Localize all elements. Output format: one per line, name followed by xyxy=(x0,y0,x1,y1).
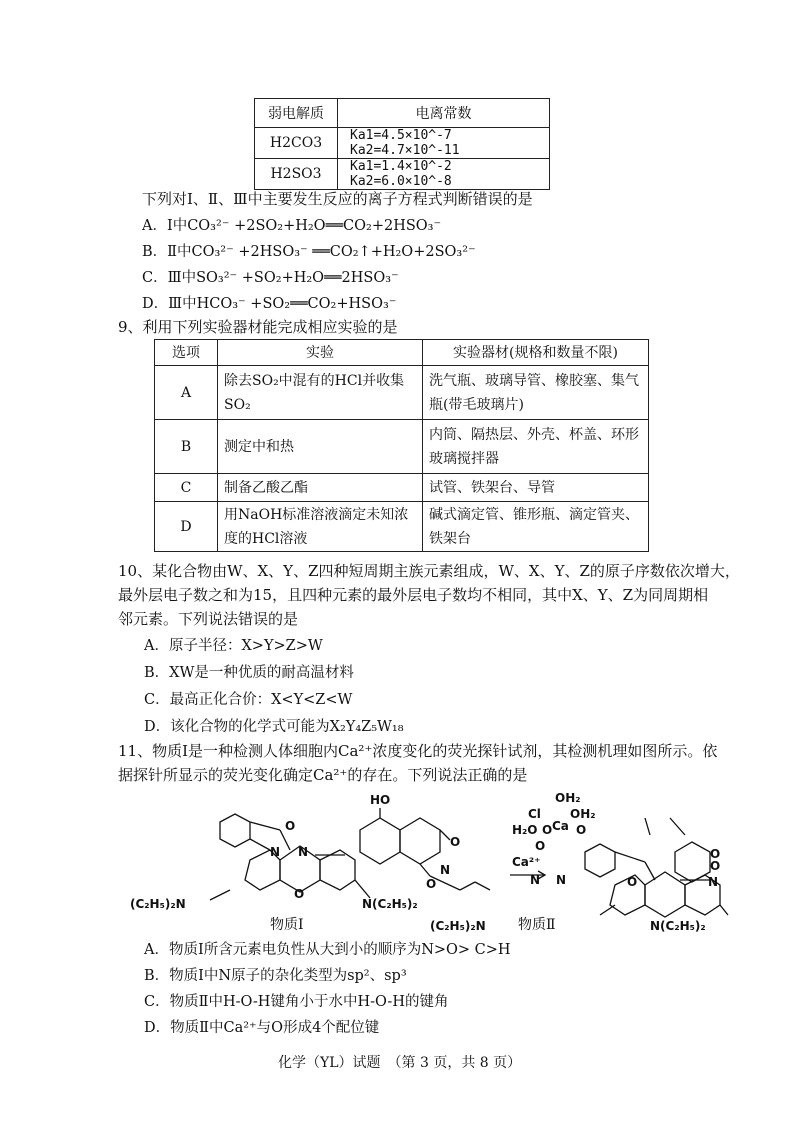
table-header-cell: 实验器材(规格和数量不限) xyxy=(423,340,649,366)
table-cell: Ka1=4.5×10^-7 Ka2=4.7×10^-11 xyxy=(338,128,550,159)
arrow-label: Ca²⁺ xyxy=(512,855,541,869)
q10-option-a: A．原子半径：X>Y>Z>W xyxy=(144,638,323,654)
figure-label: N xyxy=(440,863,451,877)
table-header-cell: 实验 xyxy=(218,340,423,366)
page-footer: 化学（YL）试题 （第 3 页，共 8 页） xyxy=(278,1055,522,1071)
table-cell: H2CO3 xyxy=(255,128,338,159)
figure-label: Cl xyxy=(528,807,541,821)
table-header-row xyxy=(155,340,649,366)
table-row xyxy=(155,366,649,420)
table-cell: Ka1=1.4×10^-2 Ka2=6.0×10^-8 xyxy=(338,159,550,190)
table-cell: H2SO3 xyxy=(255,159,338,190)
table-cell: 洗气瓶、玻璃导管、橡胶塞、集气瓶(带毛玻璃片) xyxy=(423,366,649,420)
figure-label: H₂O xyxy=(512,823,538,837)
q10-stem-line2: 最外层电子数之和为15，且四种元素的最外层电子数均不相同，其中X、Y、Z为同周期相 xyxy=(118,586,709,604)
q10-option-c: C．最高正化合价：X<Y<Z<W xyxy=(144,692,353,708)
figure-caption-ii: 物质Ⅱ xyxy=(518,917,556,933)
table-cell: 测定中和热 xyxy=(218,420,423,474)
table-cell: 试管、铁架台、导管 xyxy=(423,474,649,502)
q8-stem: 下列对Ⅰ、Ⅱ、Ⅲ中主要发生反应的离子方程式判断错误的是 xyxy=(142,190,533,208)
q11-option-d: D．物质Ⅱ中Ca²⁺与O形成4个配位键 xyxy=(144,1020,380,1036)
q10-stem-line3: 邻元素。下列说法错误的是 xyxy=(118,610,299,628)
table-cell: C xyxy=(155,474,218,502)
figure-label: N xyxy=(298,845,309,859)
q8-option-a: A．Ⅰ中CO₃²⁻ +2SO₂+H₂O══CO₂+2HSO₃⁻ xyxy=(142,218,442,234)
table-header-row xyxy=(255,99,550,128)
q11-option-b: B．物质Ⅰ中N原子的杂化类型为sp²、sp³ xyxy=(144,968,407,984)
table-header-cell: 电离常数 xyxy=(338,99,550,128)
q11-stem-line1: 11、物质Ⅰ是一种检测人体细胞内Ca²⁺浓度变化的荧光探针试剂，其检测机理如图所示。依 xyxy=(118,742,718,760)
figure-label: O xyxy=(576,823,587,837)
q11-option-a: A．物质Ⅰ所含元素电负性从大到小的顺序为N>O> C>H xyxy=(144,942,511,958)
ionization-constant-table xyxy=(254,98,550,190)
table-row xyxy=(255,128,550,159)
figure-label: O xyxy=(542,823,553,837)
figure-label: O xyxy=(535,839,546,853)
q11-option-c: C．物质Ⅱ中H-O-H键角小于水中H-O-H的键角 xyxy=(144,994,449,1010)
figure-label: O xyxy=(627,875,638,889)
figure-label: (C₂H₅)₂N xyxy=(130,897,186,911)
experiment-table xyxy=(154,339,649,552)
table-row xyxy=(255,159,550,190)
table-cell: 用NaOH标准溶液滴定未知浓度的HCl溶液 xyxy=(218,502,423,552)
figure-label: O xyxy=(294,887,305,901)
figure-label: N(C₂H₅)₂ xyxy=(362,897,418,911)
figure-label: O xyxy=(285,819,296,833)
table-cell: 制备乙酸乙酯 xyxy=(218,474,423,502)
table-row xyxy=(155,420,649,474)
figure-label: OH₂ xyxy=(570,807,596,821)
q10-option-d: D．该化合物的化学式可能为X₂Y₄Z₅W₁₈ xyxy=(144,719,404,735)
q8-option-d: D．Ⅲ中HCO₃⁻ +SO₂══CO₂+HSO₃⁻ xyxy=(142,296,397,312)
figure-label: N(C₂H₅)₂ xyxy=(650,919,706,933)
reaction-figure xyxy=(130,790,730,940)
figure-label: N xyxy=(530,873,541,887)
table-header-cell: 选项 xyxy=(155,340,218,366)
table-cell: B xyxy=(155,420,218,474)
table-cell: 碱式滴定管、锥形瓶、滴定管夹、铁架台 xyxy=(423,502,649,552)
q8-option-c: C．Ⅲ中SO₃²⁻ +SO₂+H₂O══2HSO₃⁻ xyxy=(142,270,399,286)
molecule-i-structure xyxy=(210,808,545,900)
q8-option-b: B．Ⅱ中CO₃²⁻ +2HSO₃⁻ ══CO₂↑+H₂O+2SO₃²⁻ xyxy=(142,244,476,260)
figure-label: Ca xyxy=(552,819,569,833)
figure-label: HO xyxy=(370,793,391,807)
figure-label: N xyxy=(270,845,281,859)
table-row xyxy=(155,502,649,552)
figure-label: OH₂ xyxy=(555,791,581,805)
figure-label: (C₂H₅)₂N xyxy=(430,919,486,933)
figure-label: N xyxy=(708,875,719,889)
table-cell: D xyxy=(155,502,218,552)
q11-stem-line2: 据探针所显示的荧光变化确定Ca²⁺的存在。下列说法正确的是 xyxy=(118,766,528,784)
figure-caption-i: 物质Ⅰ xyxy=(270,917,304,933)
q9-stem: 9、利用下列实验器材能完成相应实验的是 xyxy=(118,318,398,336)
figure-label: O xyxy=(710,847,721,861)
figure-label: O xyxy=(426,877,437,891)
molecule-ii-structure xyxy=(585,818,728,917)
q10-option-b: B．XW是一种优质的耐高温材料 xyxy=(144,665,354,681)
figure-label: N xyxy=(556,873,567,887)
figure-label: O xyxy=(710,859,721,873)
table-cell: 除去SO₂中混有的HCl并收集SO₂ xyxy=(218,366,423,420)
figure-label: O xyxy=(450,835,461,849)
table-row xyxy=(155,474,649,502)
table-cell: A xyxy=(155,366,218,420)
q10-stem-line1: 10、某化合物由W、X、Y、Z四种短周期主族元素组成，W、X、Y、Z的原子序数依次增大， xyxy=(118,562,740,580)
table-cell: 内筒、隔热层、外壳、杯盖、环形玻璃搅拌器 xyxy=(423,420,649,474)
table-header-cell: 弱电解质 xyxy=(255,99,338,128)
